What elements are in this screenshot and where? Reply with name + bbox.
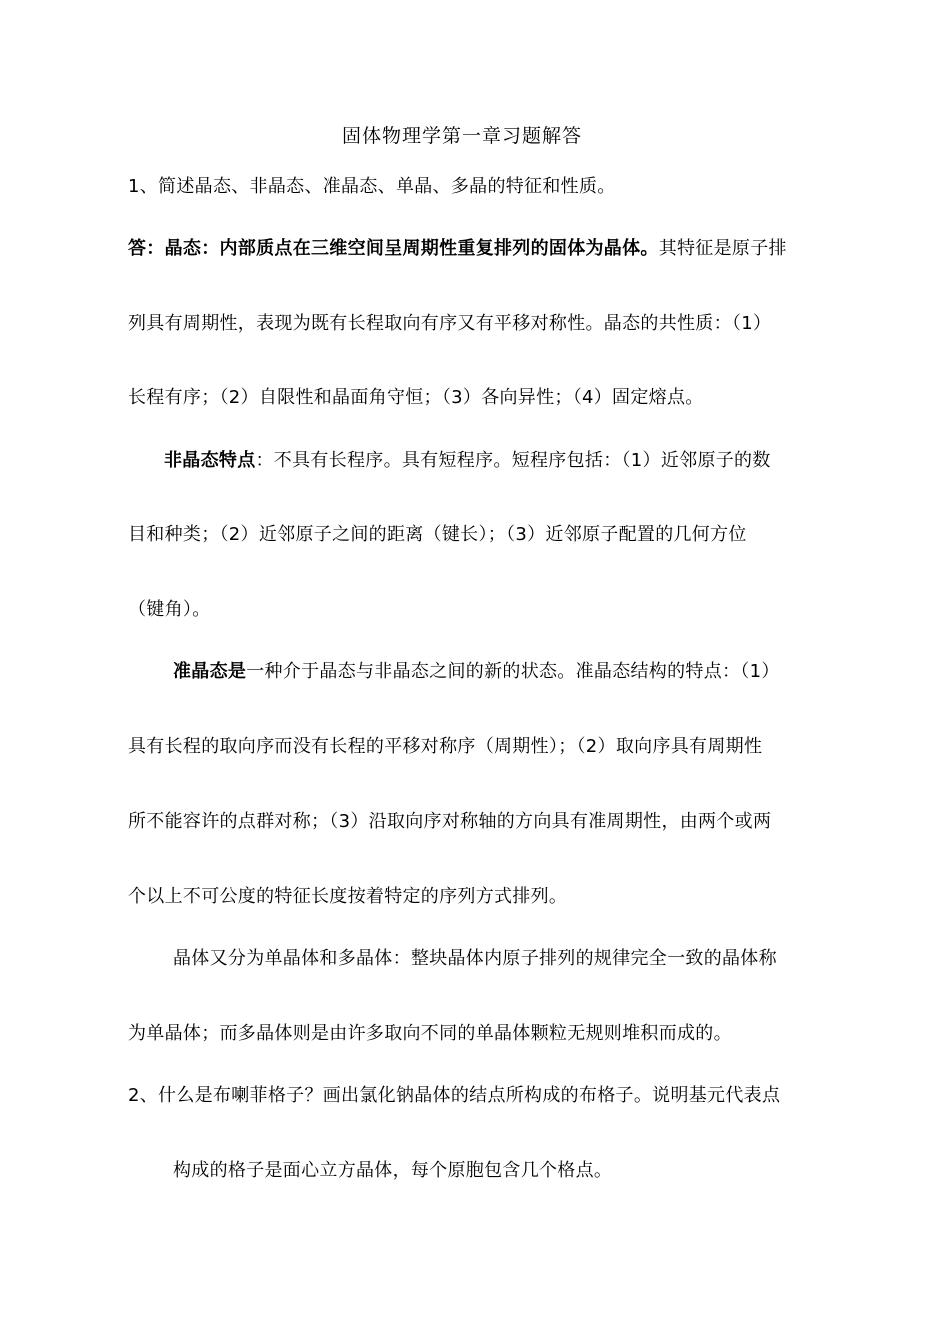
answer-1-line-3: 长程有序；（2）自限性和晶面角守恒；（3）各向异性；（4）固定熔点。 [128,387,704,408]
amorphous-line-1-rest: ：不具有长程序。具有短程序。短程序包括：（1）近邻原子的数 [255,450,771,471]
amorphous-line-3: （键角）。 [128,599,211,620]
amorphous-line-2: 目和种类；（2）近邻原子之间的距离（键长）；（3）近邻原子配置的几何方位 [128,524,747,545]
answer-1-line-2: 列具有周期性，表现为既有长程取向有序又有平移对称性。晶态的共性质：（1） [128,313,772,334]
crystal-types-line-1: 晶体又分为单晶体和多晶体：整块晶体内原子排列的规律完全一致的晶体称 [173,948,777,969]
answer-1-bold-definition: 答：晶态：内部质点在三维空间呈周期性重复排列的固体为晶体。 [128,238,659,259]
crystal-types-line-2: 为单晶体；而多晶体则是由许多取向不同的单晶体颗粒无规则堆积而成的。 [128,1023,732,1044]
amorphous-label: 非晶态特点 [164,450,256,471]
question-2-line-1: 2、什么是布喇菲格子？画出氯化钠晶体的结点所构成的布格子。说明基元代表点 [128,1085,781,1106]
quasicrystal-line-4: 个以上不可公度的特征长度按着特定的序列方式排列。 [128,886,568,907]
document-title: 固体物理学第一章习题解答 [342,125,583,147]
amorphous-line-1 [164,449,771,473]
answer-1-line-1 [128,237,787,261]
answer-1-line-1-rest: 其特征是原子排 [658,238,787,259]
question-1: 1、简述晶态、非晶态、准晶态、单晶、多晶的特征和性质。 [128,176,616,197]
question-2-line-2: 构成的格子是面心立方晶体，每个原胞包含几个格点。 [173,1160,613,1181]
quasicrystal-line-1-rest: 一种介于晶态与非晶态之间的新的状态。准晶态结构的特点：（1） [246,661,780,682]
quasicrystal-line-2: 具有长程的取向序而没有长程的平移对称序（周期性）；（2）取向序具有周期性 [128,736,763,757]
quasicrystal-label: 准晶态是 [173,661,247,682]
quasicrystal-line-1 [173,660,780,684]
quasicrystal-line-3: 所不能容许的点群对称；（3）沿取向序对称轴的方向具有准周期性，由两个或两 [128,811,772,832]
